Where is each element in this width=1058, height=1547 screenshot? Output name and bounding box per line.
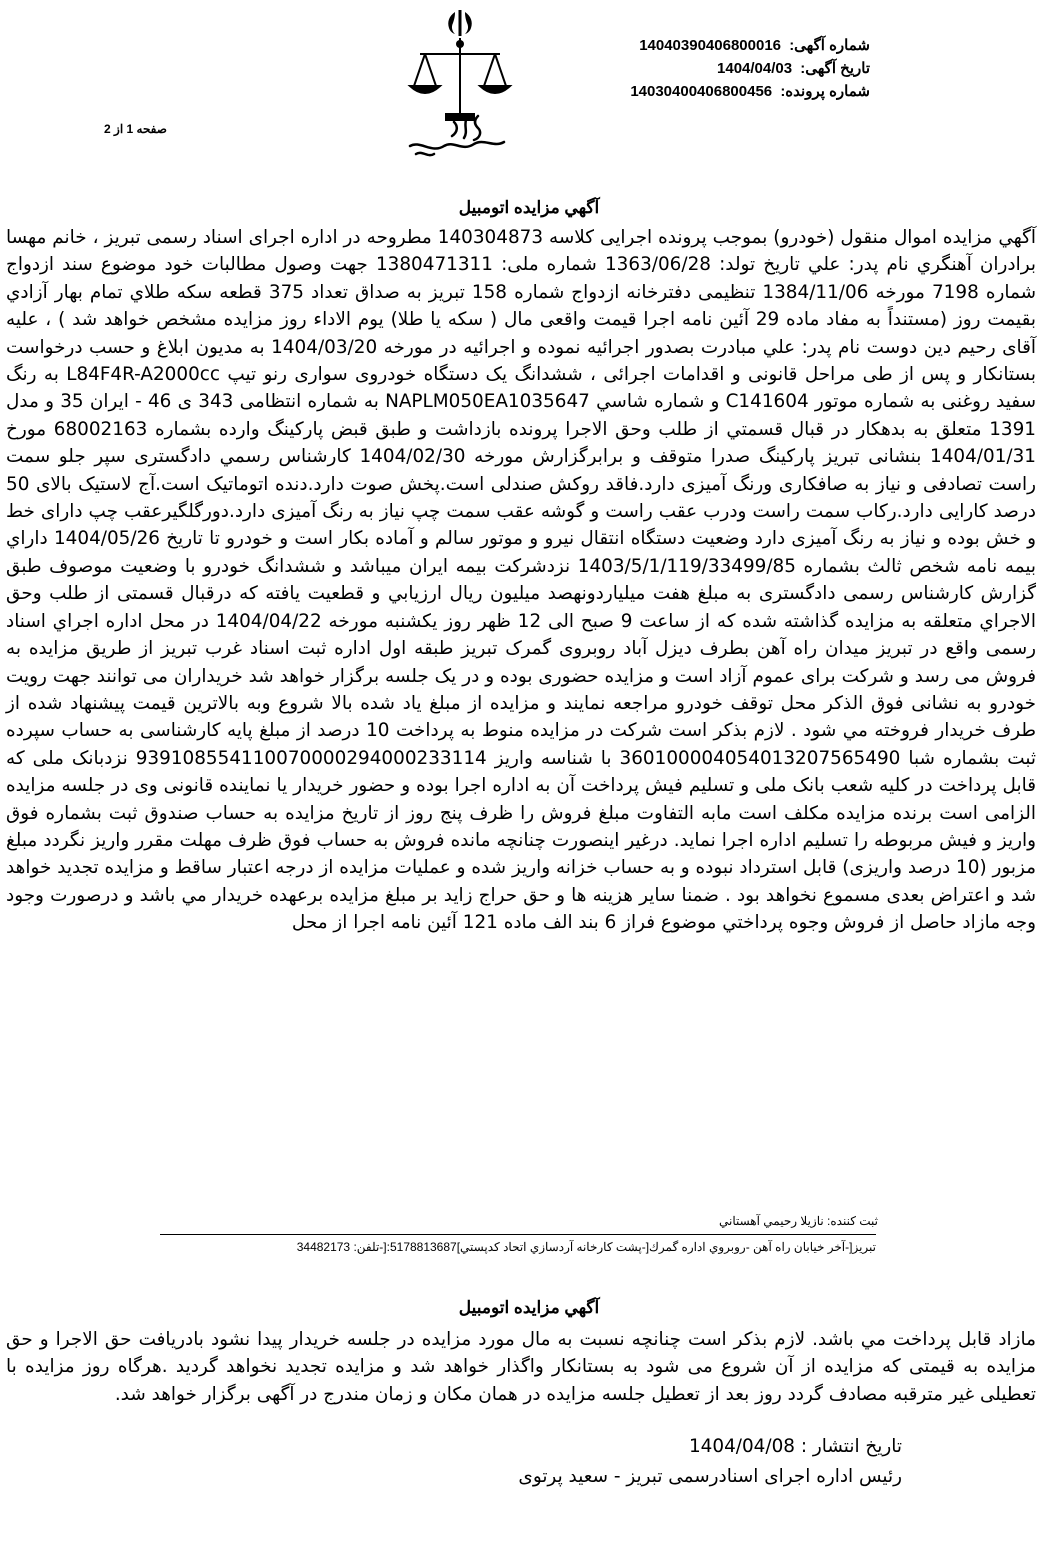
- ad-meta: [630, 34, 870, 103]
- ad-number-row: [630, 34, 870, 57]
- continuation-paragraph: [6, 1326, 1036, 1408]
- registrar-name: نازيلا رحيمي آهستاني: [718, 1214, 824, 1228]
- ad-date-row: [630, 57, 870, 80]
- office-address: تبريز[-آخر خيابان راه آهن -روبروي اداره گمرك[-پشت كارخانه آردسازي اتحاد كدپستي]5178813687:[-تلفن: 34482173: [296, 1240, 876, 1254]
- publication-date-label: تاريخ انتشار :: [800, 1436, 902, 1457]
- file-number-row: [630, 80, 870, 103]
- registrar: [719, 1214, 878, 1228]
- ad-date-label: تاریخ آگهی:: [800, 60, 870, 77]
- ad-number: 14040390406800016: [639, 37, 782, 54]
- publication-date: 1404/04/08: [688, 1436, 795, 1457]
- main-paragraph: [6, 224, 1036, 937]
- page-indicator: صفحه 1 از 2: [104, 122, 167, 136]
- judiciary-emblem-icon: [380, 4, 540, 164]
- registrar-label: ثبت كننده:: [827, 1214, 878, 1228]
- ad-number-label: شماره آگهی:: [789, 37, 870, 54]
- publication-date-line: [689, 1436, 902, 1457]
- signer: رئيس اداره اجرای اسنادرسمی تبريز - سعيد پرتوی: [518, 1466, 902, 1487]
- file-number-label: شماره پرونده:: [780, 83, 870, 100]
- page2-title: آگهي مزايده اتومبيل: [458, 1298, 600, 1317]
- paragraph-2: مازاد قابل پرداخت مي باشد. لازم بذكر است چنانچه نسبت به مال مورد مزايده در جلسه خريدار پيدا نشود بادريافت حق الاجرا و حق مزايده به قيمتی كه مزايده از آن شروع می شود به بستانكار واگذار خواهد شد و مزايده تجديد نخواهد گرديد .هرگاه روز مزايده با تعطيلی غير مترقبه مصادف گردد روز بعد از تعطيل جلسه مزايده در همان مكان و زمان مندرج در آگهی برگزار خواهد شد.: [6, 1329, 1036, 1405]
- ad-date: 1404/04/03: [717, 60, 793, 77]
- file-number: 14030400406800456: [630, 83, 773, 100]
- document-title: آگهي مزايده اتومبيل: [458, 198, 600, 217]
- paragraph-1: آگهي مزايده اموال منقول (خودرو) بموجب پرونده اجرايى كلاسه 140304873 مطروحه در اداره اجرای اسناد رسمی تبریز ، خانم مهسا برادران آهنگري نام پدر: علي تاریخ تولد: 1363/06/28 شماره ملی: 1380471311 جهت وصول مطالبات خود موضوع سند ازدواج شماره 7198 مورخه 1384/11/06 تنظیمی دفترخانه ازدواج شماره 158 تبریز به صداق تعداد 375 قطعه سكه طلاي تمام بهار آزادي بقيمت روز (مستنداً به مفاد ماده 29 آئین نامه اجرا قیمت واقعی مال ( سكه يا طلا) يوم الاداء روز مزايده مشخص خواهد شد ) ، علیه آقای رحیم دين دوست نام پدر: علي مبادرت بصدور اجرائیه نموده و اجرائیه در مورخه 1404/03/20 به مديون ابلاغ و حسب درخواست بستانكار و پس از طی مراحل قانونی و اقدامات اجرائی ، ششدانگ یک دستگاه خودروی سواری رنو تیپ L84F4R-A2000cc به رنگ سفيد روغنی به شماره موتور C141604 و شماره شاسي NAPLM050EA1035647 به شماره انتظامی 343 ی 46 - ایران 35 و مدل 1391 متعلق به بدهكار در قبال قسمتي از طلب وحق الاجرا پرونده بازداشت و طبق قبض پاركينگ وارده بشماره 68002163 مورخ 1404/01/31 بنشانی تبریز پاركينگ صدرا متوقف و برابرگزارش مورخه 1404/02/30 كارشناس رسمي دادگستری سپر جلو سمت راست تصادفی و نياز به صافكاری ورنگ آميزی دارد.فاقد روكش صندلی است.پخش صوت دارد.دنده اتوماتيک است.آج لاستيک بالای 50 درصد كارايی دارد.ركاب سمت راست ودرب عقب راست و گوشه عقب سمت چپ نياز به رنگ آميزی دارد.دورگلگيرعقب چپ دارای خط و خش بوده و نياز به رنگ آميزی دارد وضعيت دستگاه انتقال نيرو و موتور سالم و آماده بكار است و خودرو تا تاريخ 1404/05/26 داراي بيمه نامه شخص ثالث بشماره 1403/5/1/119/33499/85 نزدشركت بيمه ايران ميباشد و ششدانگ خودرو با وضعيت موصوف طبق گزارش کارشناس رسمی دادگستری به مبلغ هفت ميلياردونهصد ميليون ريال ارزيابي و قطعيت يافته كه درقبال قسمتی از طلب وحق الاجراي متعلقه به مزايده گذاشته شده كه از ساعت 9 صبح الی 12 ظهر روز يكشنبه مورخه 1404/04/22 در محل اداره اجراي اسناد رسمی واقع در تبریز ميدان راه آهن بطرف ديزل آباد روبروی گمرک تبریز طبقه اول اداره ثبت اسناد غرب تبریز از طریق مزايده به فروش می رسد و شرکت برای عموم آزاد است و مزايده حضوری بوده و در یک جلسه برگزار خواهد شد خريداران می توانند جهت رويت خودرو به نشانی فوق الذکر محل توقف خودرو مراجعه نمايند و مزايده از مبلغ ياد شده بالا شروع وبه بالاترين قيمت پيشنهاد شده از طرف خريدار فروخته مي شود . لازم بذكر است شرکت در مزايده منوط به پرداخت 10 درصد از مبلغ پايه كارشناسی به حساب سپرده ثبت بشماره شبا 360100004054013207565490 با شناسه واريز 939108554110070000294000233114 نزدبانک ملی كه قابل پرداخت در كليه شعب بانک ملی و تسليم فيش پرداخت آن به اداره اجرا بوده و حضور خريدار يا نماينده قانونی وی در جلسه مزايده الزامی است برنده مزايده مكلف است مابه التفاوت مبلغ فروش را ظرف پنج روز از تاريخ مزايده به حساب صندوق ثبت بشماره فوق واريز و فيش مربوطه را تسليم اداره اجرا نمايد. درغير اينصورت چنانچه مانده فروش به حساب فوق ظرف مهلت مقرر واريز نگردد مبلغ مزبور (10 درصد واريزی) قابل استرداد نبوده و به حساب خزانه واريز شده و عمليات مزايده از درجه اعتبار ساقط و مزايده تجديد خواهد شد و اعتراض بعدی مسموع نخواهد بود . ضمنا ساير هزينه ها و حق حراج زايد بر مبلغ مزايده برعهده خريدار مي باشد و درصورت وجود وجه مازاد حاصل از فروش وجوه پرداختي موضوع فراز 6 بند الف ماده 121 آئین نامه اجرا از محل: [6, 227, 1037, 934]
- footer-divider: [160, 1234, 876, 1235]
